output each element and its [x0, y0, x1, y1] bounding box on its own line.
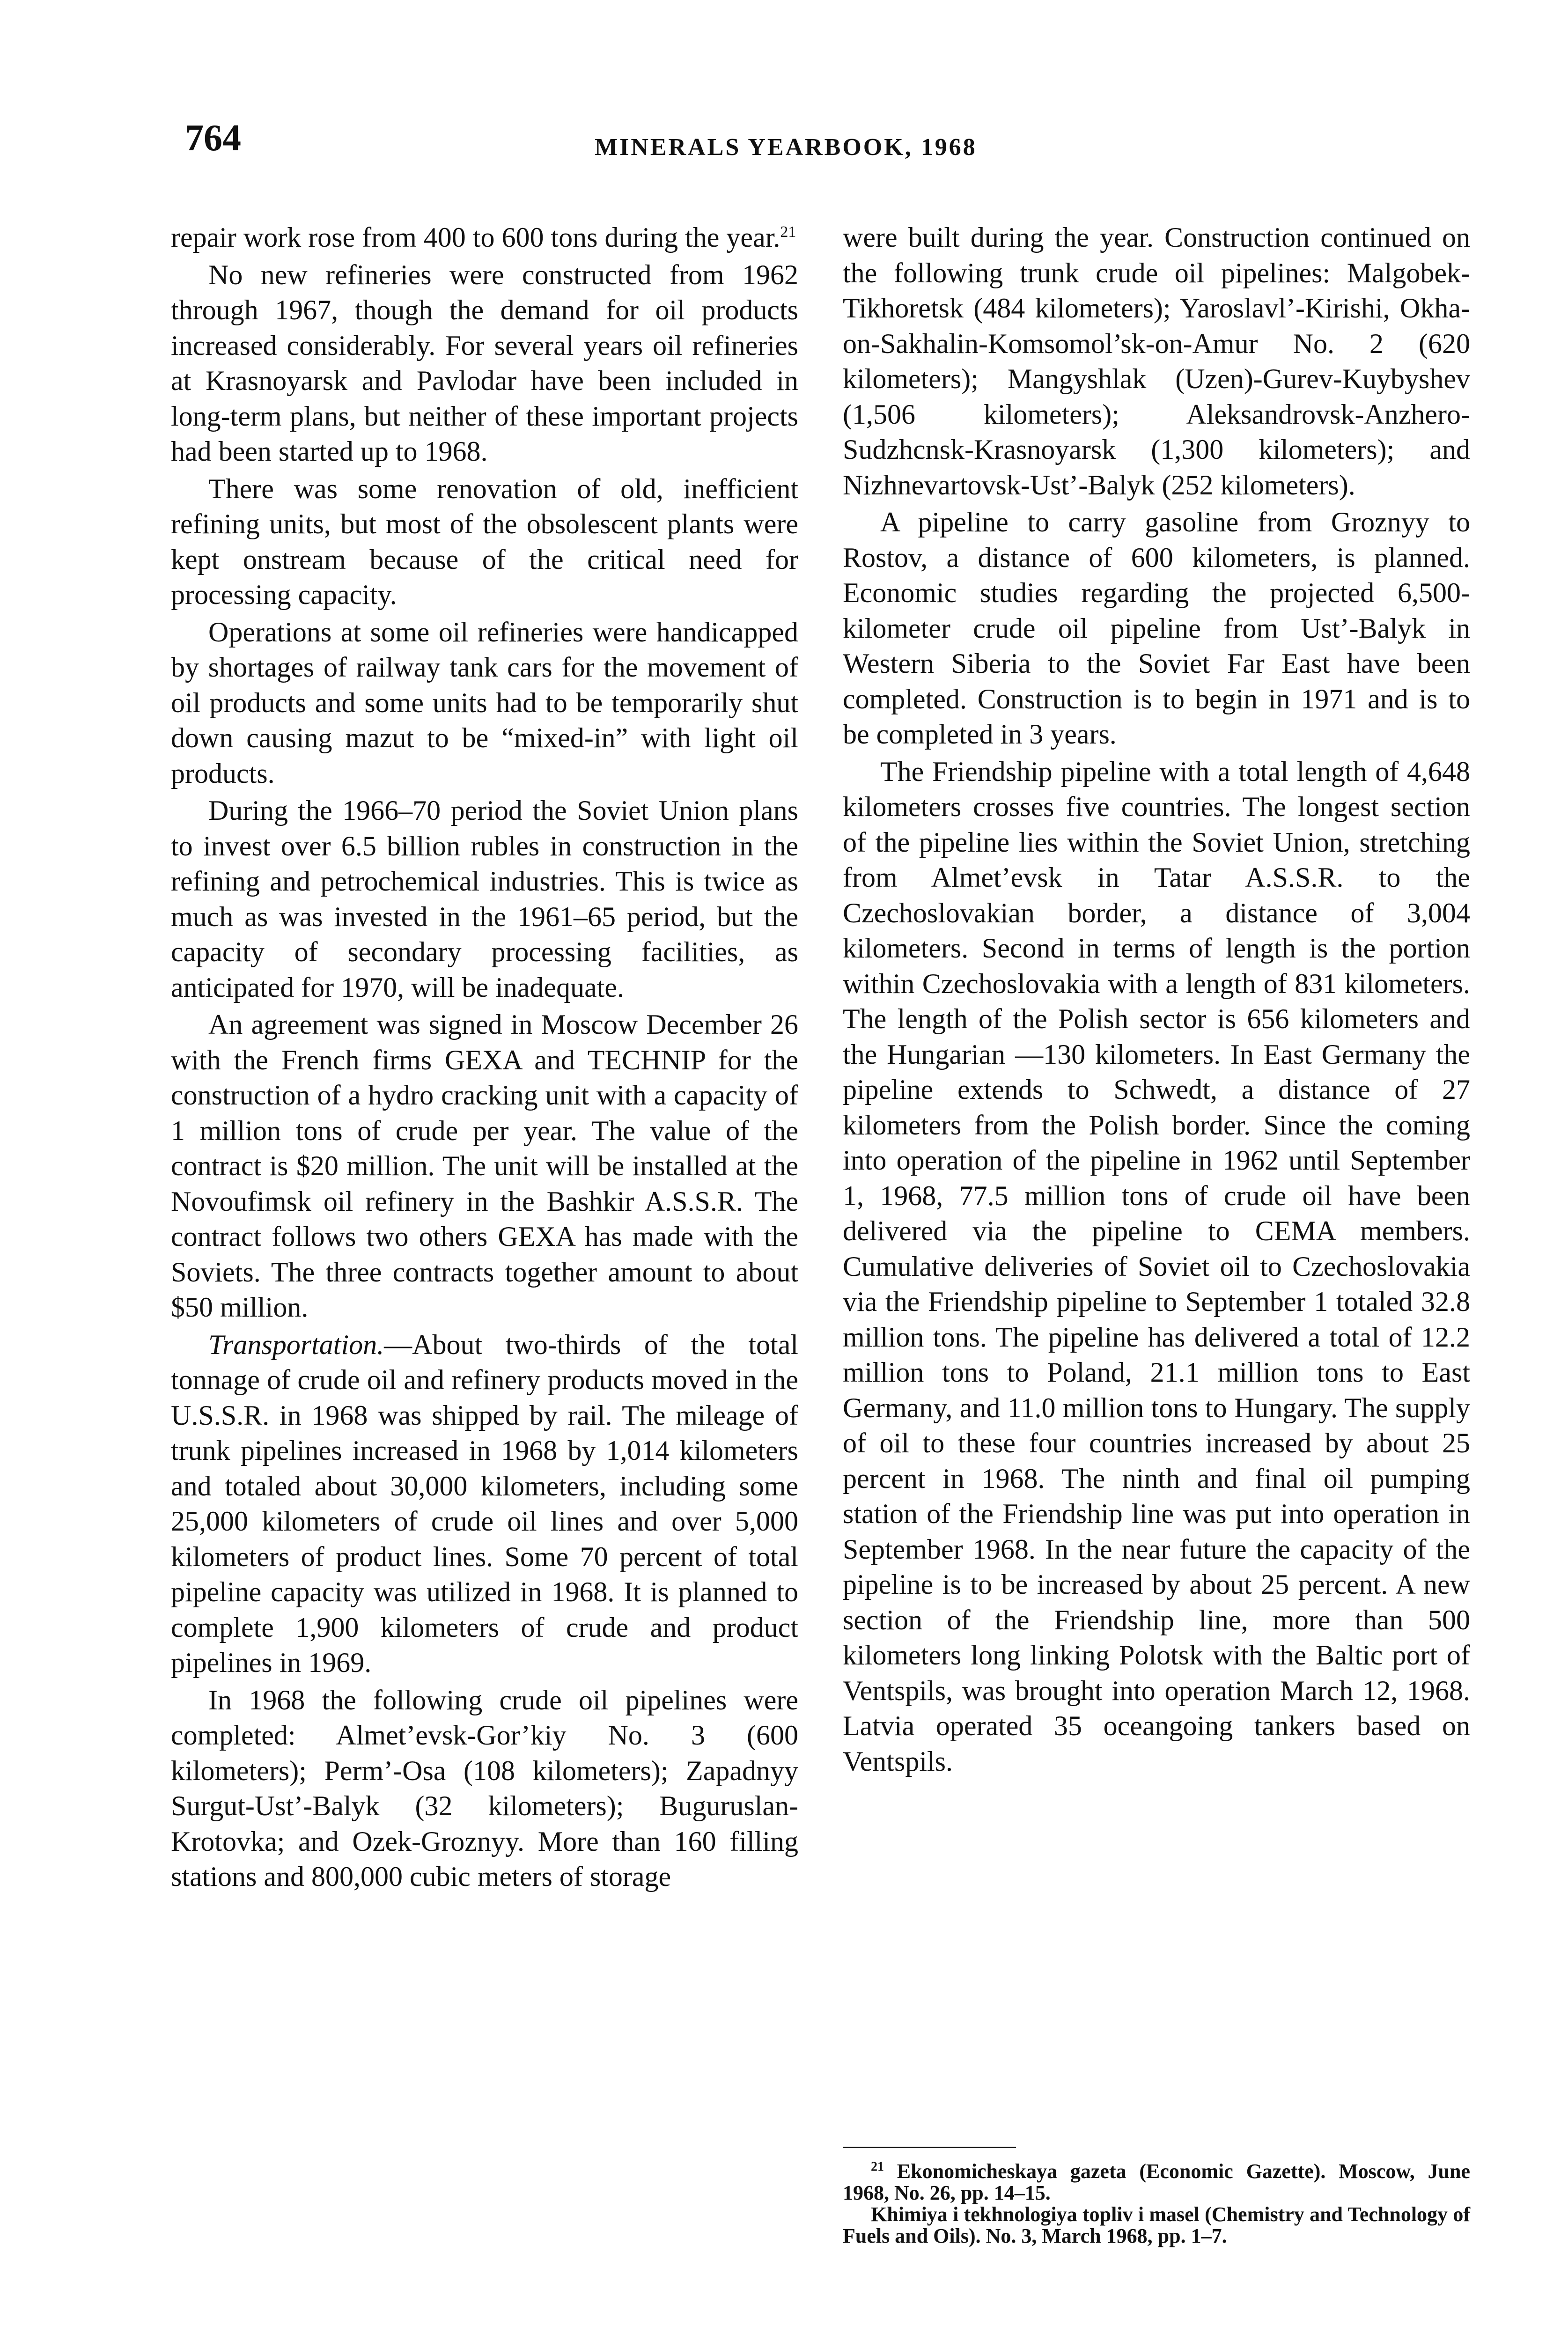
paragraph: An agreement was signed in Moscow December 26 with the French firms GEXA and TECHNIP for the construction of a hydro cracking unit with a capacity of 1 million tons of crude per year. The value of the contract is $20 million. The unit will be installed at the Novoufimsk oil refinery in the Bashkir A.S.S.R. The contract follows two others GEXA has made with the Soviets. The three contracts together amount to about $50 million.: [171, 1009, 798, 1323]
right-column: [843, 220, 1470, 1779]
running-title: MINERALS YEARBOOK, 1968: [595, 134, 977, 161]
paragraph: In 1968 the following crude oil pipelines were completed: Almet’evsk-Gor’kiy No. 3 (600 kilometers); Perm’-Osa (108 kilometers); Zapadnyy Surgut-Ust’-Balyk (32 kilometers); Buguruslan-Krotovka; and Ozek-Groznyy. More than 160 filling stations and 800,000 cubic meters of storage: [171, 1684, 798, 1892]
section-heading: Transportation.: [208, 1329, 384, 1360]
footnote: Khimiya i tekhnologiya topliv i masel (Chemistry and Technology of Fuels and Oils). No. 3, March 1968, pp. 1–7.: [843, 2203, 1470, 2247]
paragraph-text: —About two-thirds of the total tonnage of crude oil and refinery products moved in the U.S.S.R. in 1968 was shipped by rail. The mileage of trunk pipelines increased in 1968 by 1,014 kilometers and totaled about 30,000 kilometers, including some 25,000 kilometers of crude oil lines and over 5,000 kilometers of product lines. Some 70 percent of total pipeline capacity was utilized in 1968. It is planned to complete 1,900 kilometers of crude and product pipelines in 1969.: [171, 1329, 798, 1678]
paragraph-text: repair work rose from 400 to 600 tons during the year.: [171, 222, 780, 253]
paragraph: [171, 220, 798, 256]
paragraph: No new refineries were constructed from 1962 through 1967, though the demand for oil products increased considerably. For several years oil refineries at Krasnoyarsk and Pavlodar have been included in long-term plans, but neither of these important projects had been started up to 1968.: [171, 259, 798, 467]
paragraph: were built during the year. Construction continued on the following trunk crude oil pipelines: Malgobek-Tikhoretsk (484 kilometers); Yaroslavl’-Kirishi, Okha-on-Sakhalin-Komsomol’sk-on-Amur No. 2 (620 kilometers); Mangyshlak (Uzen)-Gurev-Kuybyshev (1,506 kilometers); Aleksandrovsk-Anzhero-Sudzhcnsk-Krasnoyarsk (1,300 kilometers); and Nizhnevartovsk-Ust’-Balyk (252 kilometers).: [843, 222, 1470, 501]
page-number: 764: [185, 118, 241, 159]
paragraph: There was some renovation of old, inefficient refining units, but most of the obsolescent plants were kept onstream because of the critical need for processing capacity.: [171, 473, 798, 610]
paragraph: [171, 1327, 798, 1681]
footnote: [843, 2161, 1470, 2204]
footnote-ref: 21: [780, 223, 796, 241]
footnotes: [843, 2161, 1470, 2247]
paragraph: During the 1966–70 period the Soviet Union plans to invest over 6.5 billion rubles in construction in the refining and petrochemical industries. This is twice as much as was invested in the 1961–65 period, but the capacity of secondary processing facilities, as anticipated for 1970, will be inadequate.: [171, 795, 798, 1003]
footnote-text: Ekonomicheskaya gazeta (Economic Gazette). Moscow, June 1968, No. 26, pp. 14–15.: [843, 2160, 1470, 2204]
paragraph: A pipeline to carry gasoline from Groznyy to Rostov, a distance of 600 kilometers, is planned. Economic studies regarding the projected 6,500-kilometer crude oil pipeline from Ust’-Balyk in Western Siberia to the Soviet Far East have been completed. Construction is to begin in 1971 and is to be completed in 3 years.: [843, 507, 1470, 750]
left-column: [171, 220, 798, 1895]
footnote-rule: [843, 2147, 1016, 2148]
paragraph: Operations at some oil refineries were handicapped by shortages of railway tank cars for the movement of oil products and some units had to be temporarily shut down causing mazut to be “mixed-in” with light oil products.: [171, 616, 798, 789]
paragraph: The Friendship pipeline with a total length of 4,648 kilometers crosses five countries. The longest section of the pipeline lies within the Soviet Union, stretching from Almet’evsk in Tatar A.S.S.R. to the Czechoslovakian border, a distance of 3,004 kilometers. Second in terms of length is the portion within Czechoslovakia with a length of 831 kilometers. The length of the Polish sector is 656 kilometers and the Hungarian —130 kilometers. In East Germany the pipeline extends to Schwedt, a distance of 27 kilometers from the Polish border. Since the coming into operation of the pipeline in 1962 until September 1, 1968, 77.5 million tons of crude oil have been delivered via the pipeline to CEMA members. Cumulative deliveries of Soviet oil to Czechoslovakia via the Friendship pipeline to September 1 totaled 32.8 million tons. The pipeline has delivered a total of 12.2 million tons to Poland, 21.1 million tons to East Germany, and 11.0 million tons to Hungary. The supply of oil to these four countries increased by about 25 percent in 1968. The ninth and final oil pumping station of the Friendship line was put into operation in September 1968. In the near future the capacity of the pipeline is to be increased by about 25 percent. A new section of the Friendship line, more than 500 kilometers long linking Polotsk with the Baltic port of Ventspils, was brought into operation March 12, 1968. Latvia operated 35 oceangoing tankers based on Ventspils.: [843, 756, 1470, 1777]
footnote-number: 21: [871, 2159, 884, 2174]
